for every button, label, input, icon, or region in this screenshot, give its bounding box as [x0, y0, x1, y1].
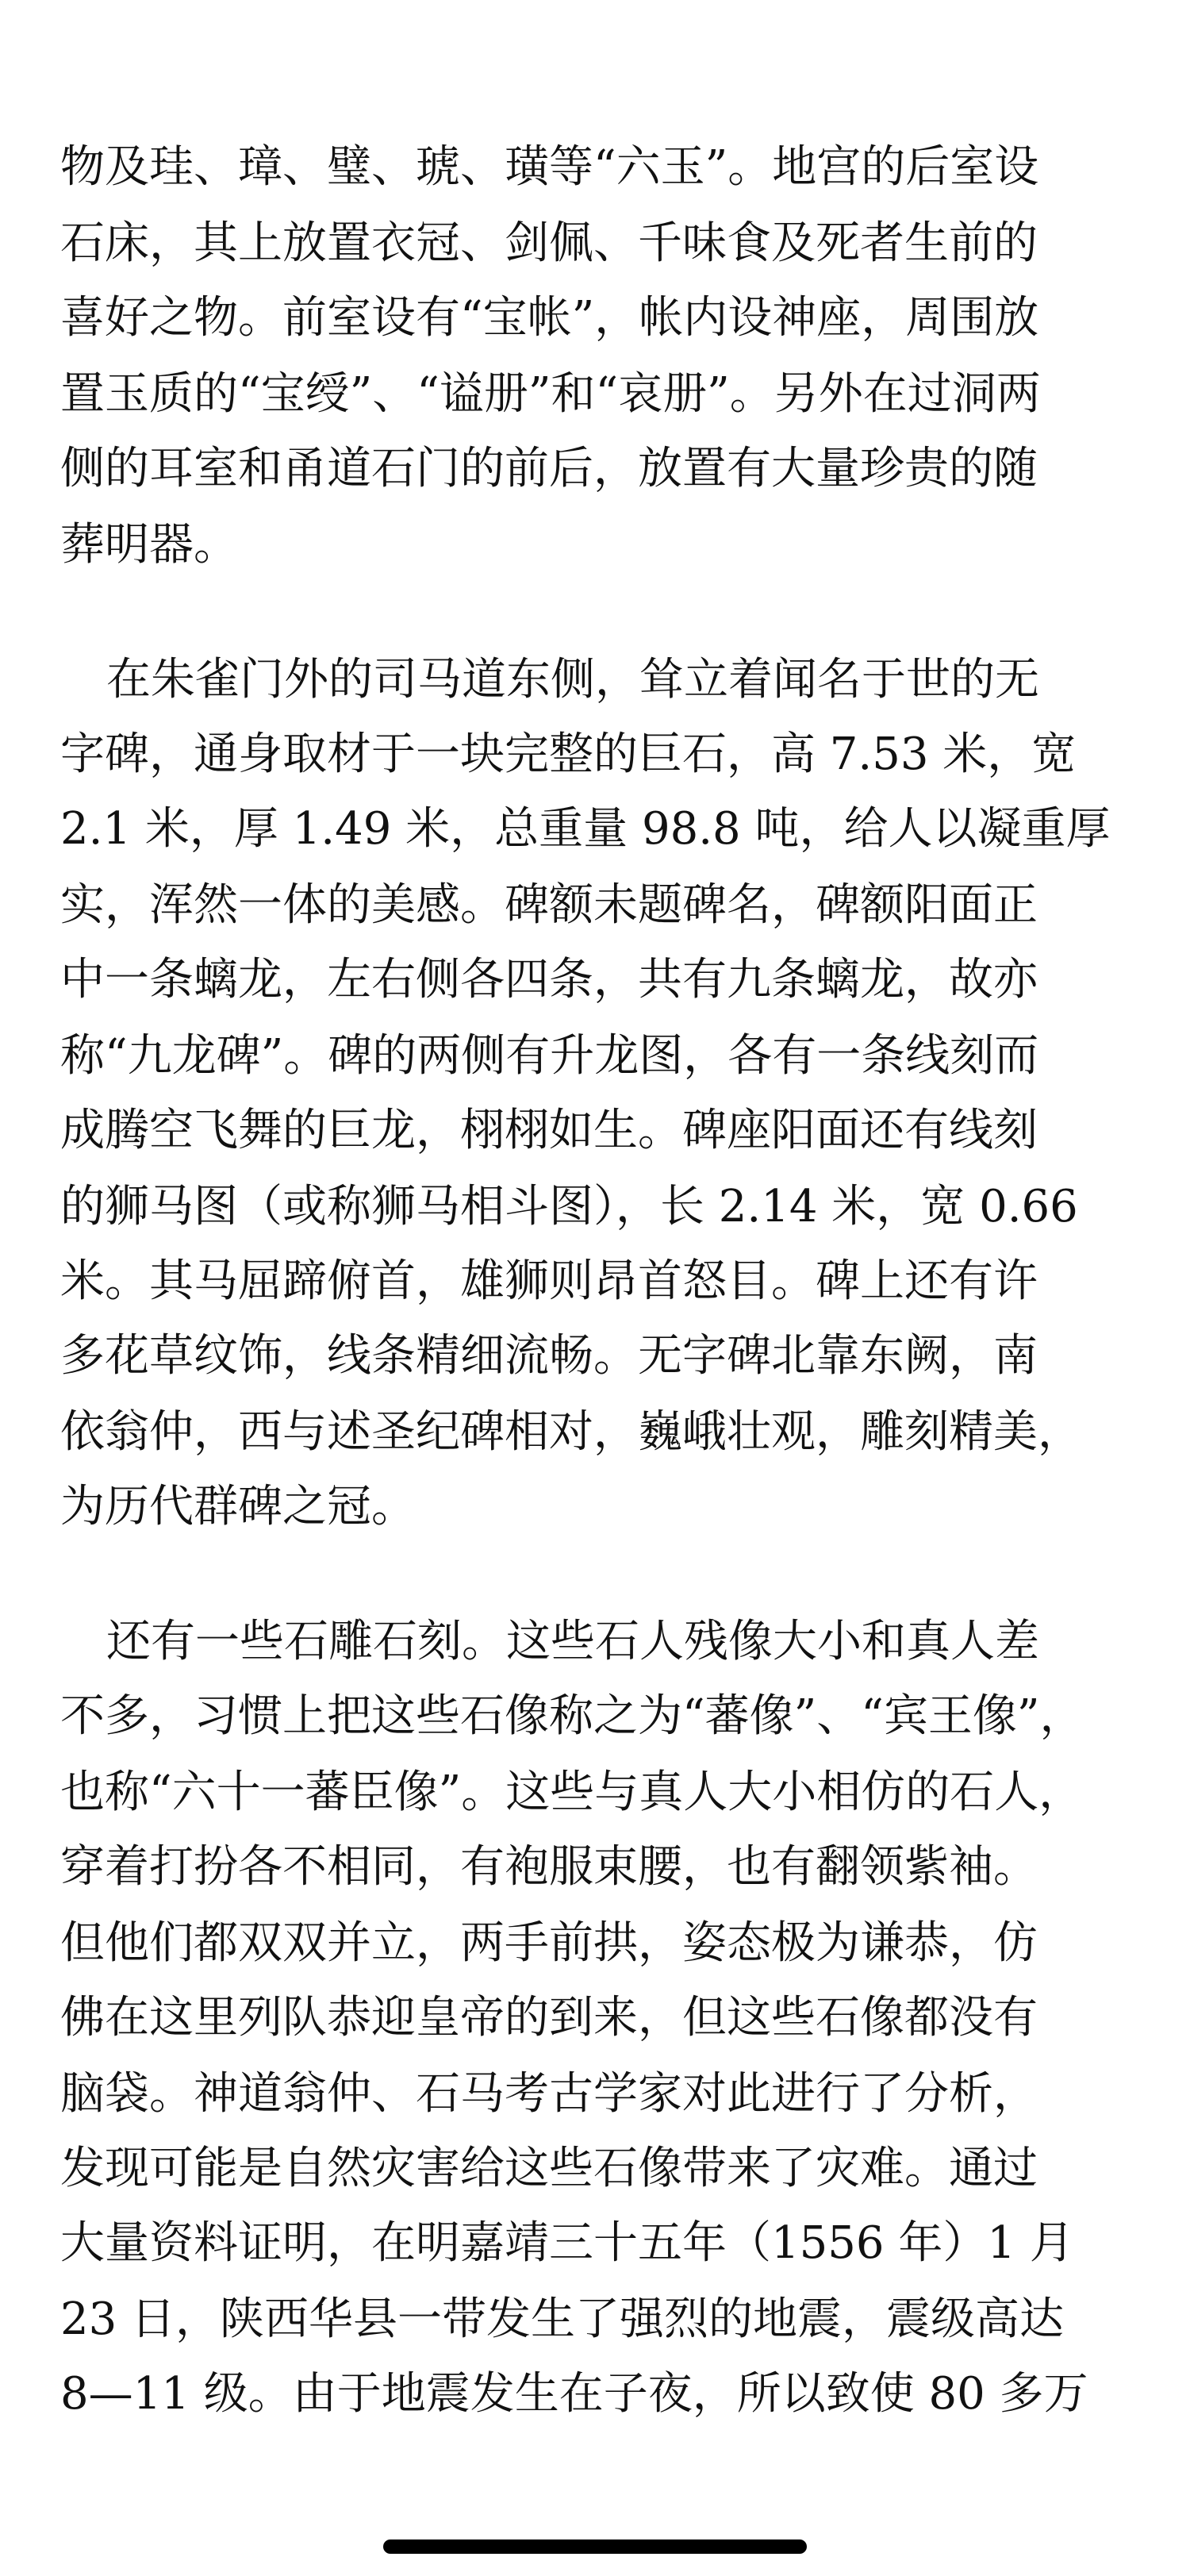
text-line: 为历代群碑之冠。 [60, 1481, 416, 1532]
text-line: 米。其马屈蹄俯首，雄狮则昂首怒目。碑上还有许 [60, 1255, 1038, 1307]
text-line: 多花草纹饰，线条精细流畅。无字碑北靠东阙，南 [60, 1330, 1038, 1382]
text-line: 但他们都双双并立，两手前拱，姿态极为谦恭，仿 [60, 1917, 1038, 1969]
text-line: 置玉质的“宝绶”、“谥册”和“哀册”。另外在过洞两 [60, 368, 1041, 420]
text-line: 8—11 级。由于地震发生在子夜，所以致使 80 多万 [60, 2368, 1088, 2420]
text-line: 在朱雀门外的司马道东侧，耸立着闻名于世的无 [106, 654, 1039, 706]
text-line: 物及珪、璋、璧、琥、璜等“六玉”。地宫的后室设 [60, 141, 1039, 193]
text-line: 成腾空飞舞的巨龙，栩栩如生。碑座阳面还有线刻 [60, 1105, 1038, 1156]
text-line: 脑袋。神道翁仲、石马考古学家对此进行了分析， [60, 2068, 1038, 2120]
text-line: 不多，习惯上把这些石像称之为“蕃像”、“宾王像”， [60, 1690, 1084, 1742]
text-line: 侧的耳室和甬道石门的前后，放置有大量珍贵的随 [60, 443, 1038, 494]
text-line: 称“九龙碑”。碑的两侧有升龙图，各有一条线刻而 [60, 1030, 1039, 1082]
text-line: 葬明器。 [60, 519, 238, 571]
text-line: 还有一些石雕石刻。这些石人残像大小和真人差 [106, 1616, 1039, 1667]
text-line: 喜好之物。前室设有“宝帐”，帐内设神座，周围放 [60, 292, 1039, 344]
text-line: 大量资料证明，在明嘉靖三十五年（1556 年）1 月 [60, 2217, 1074, 2269]
text-line: 字碑，通身取材于一块完整的巨石，高 7.53 米，宽 [60, 729, 1077, 780]
text-line: 依翁仲，西与述圣纪碑相对，巍峨壮观，雕刻精美， [60, 1406, 1082, 1458]
text-line: 2.1 米，厚 1.49 米，总重量 98.8 吨，给人以凝重厚 [60, 803, 1111, 855]
text-line: 发现可能是自然灾害给这些石像带来了灾难。通过 [60, 2143, 1038, 2194]
text-line: 中一条螭龙，左右侧各四条，共有九条螭龙，故亦 [60, 954, 1038, 1005]
text-line: 23 日，陕西华县一带发生了强烈的地震，震级高达 [60, 2293, 1065, 2345]
text-line: 石床，其上放置衣冠、剑佩、千味食及死者生前的 [60, 217, 1038, 269]
home-indicator[interactable] [383, 2539, 807, 2554]
text-line: 佛在这里列队恭迎皇帝的到来，但这些石像都没有 [60, 1992, 1038, 2043]
text-line: 穿着打扮各不相同，有袍服束腰，也有翻领紫袖。 [60, 1841, 1038, 1893]
text-line: 实，浑然一体的美感。碑额未题碑名，碑额阳面正 [60, 879, 1038, 931]
text-line: 也称“六十一蕃臣像”。这些与真人大小相仿的石人， [60, 1767, 1084, 1818]
text-line: 的狮马图（或称狮马相斗图），长 2.14 米，宽 0.66 [60, 1181, 1078, 1232]
